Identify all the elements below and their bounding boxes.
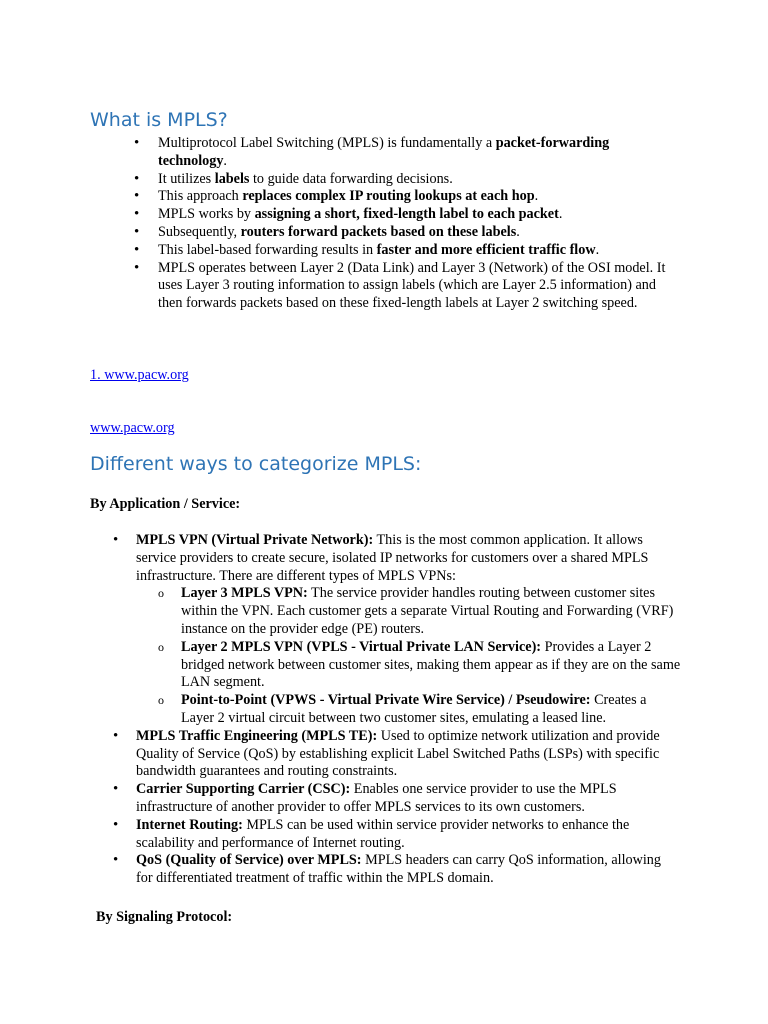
list-item: o Layer 3 MPLS VPN: The service provider handles routing between customer sites within the VPN. Each customer gets a separate Virtual Routing and Forwarding (VRF) instance on the provider edge (PE) routers. (181, 585, 681, 638)
subheading-by-signaling-protocol: By Signaling Protocol: (96, 909, 233, 925)
list-item: o Point-to-Point (VPWS - Virtual Private Wire Service) / Pseudowire: Creates a Layer 2 virtual circuit between two customer sites, emulating a leased line. (181, 692, 681, 728)
list-item: • MPLS VPN (Virtual Private Network): This is the most common application. It allows service providers to create secure, isolated IP networks for customers over a shared MPLS infrastructure. There are different types of MPLS VPNs: o Layer 3 MPLS VPN: The service provider handles routing between customer sites within the VPN. Each customer gets a separate Virtual Routing and Forwarding (VRF) instance on the provider edge (PE) routers. o Layer 2 MPLS VPN (VPLS - Virtual Private LAN Service): Provides a Layer 2 bridged network between customer sites, making them appear as if they are on the same LAN segment. o Point-to-Point (VPWS - Virtual Private Wire Service) / Pseudowire: Creates a Layer 2 virtual circuit between two customer sites, emulating a leased line. (136, 532, 681, 728)
heading-what-is-mpls: What is MPLS? (90, 109, 228, 131)
list-item: • Multiprotocol Label Switching (MPLS) is fundamentally a packet-forwarding technology. (158, 135, 678, 171)
mpls-definition-list (158, 135, 678, 313)
reference-link-1[interactable]: 1. www.pacw.org (90, 367, 189, 383)
list-item: • It utilizes labels to guide data forwarding decisions. (158, 171, 678, 189)
subheading-by-application: By Application / Service: (90, 496, 241, 512)
list-item: • This approach replaces complex IP routing lookups at each hop. (158, 188, 678, 206)
application-list (136, 532, 681, 888)
list-item: • MPLS operates between Layer 2 (Data Link) and Layer 3 (Network) of the OSI model. It uses Layer 3 routing information to assign labels (which are Layer 2.5 information) and then forwards packets based on these fixed-length labels at Layer 2 switching speed. (158, 260, 678, 313)
list-item: • This label-based forwarding results in faster and more efficient traffic flow. (158, 242, 678, 260)
list-item: • Subsequently, routers forward packets based on these labels. (158, 224, 678, 242)
list-item: • Internet Routing: MPLS can be used within service provider networks to enhance the scalability and performance of Internet routing. (136, 817, 681, 853)
vpn-types-list (136, 585, 681, 727)
list-item: • MPLS works by assigning a short, fixed-length label to each packet. (158, 206, 678, 224)
list-item: o Layer 2 MPLS VPN (VPLS - Virtual Private LAN Service): Provides a Layer 2 bridged network between customer sites, making them appear as if they are on the same LAN segment. (181, 639, 681, 692)
list-item: • Carrier Supporting Carrier (CSC): Enables one service provider to use the MPLS infrastructure of another provider to offer MPLS services to its own customers. (136, 781, 681, 817)
heading-categorize-mpls: Different ways to categorize MPLS: (90, 453, 422, 475)
list-item: • MPLS Traffic Engineering (MPLS TE): Used to optimize network utilization and provide Quality of Service (QoS) by establishing explicit Label Switched Paths (LSPs) with specific bandwidth guarantees and routing constraints. (136, 728, 681, 781)
list-item: • QoS (Quality of Service) over MPLS: MPLS headers can carry QoS information, allowing for differentiated treatment of traffic within the MPLS domain. (136, 852, 681, 888)
reference-link-2[interactable]: www.pacw.org (90, 420, 175, 436)
